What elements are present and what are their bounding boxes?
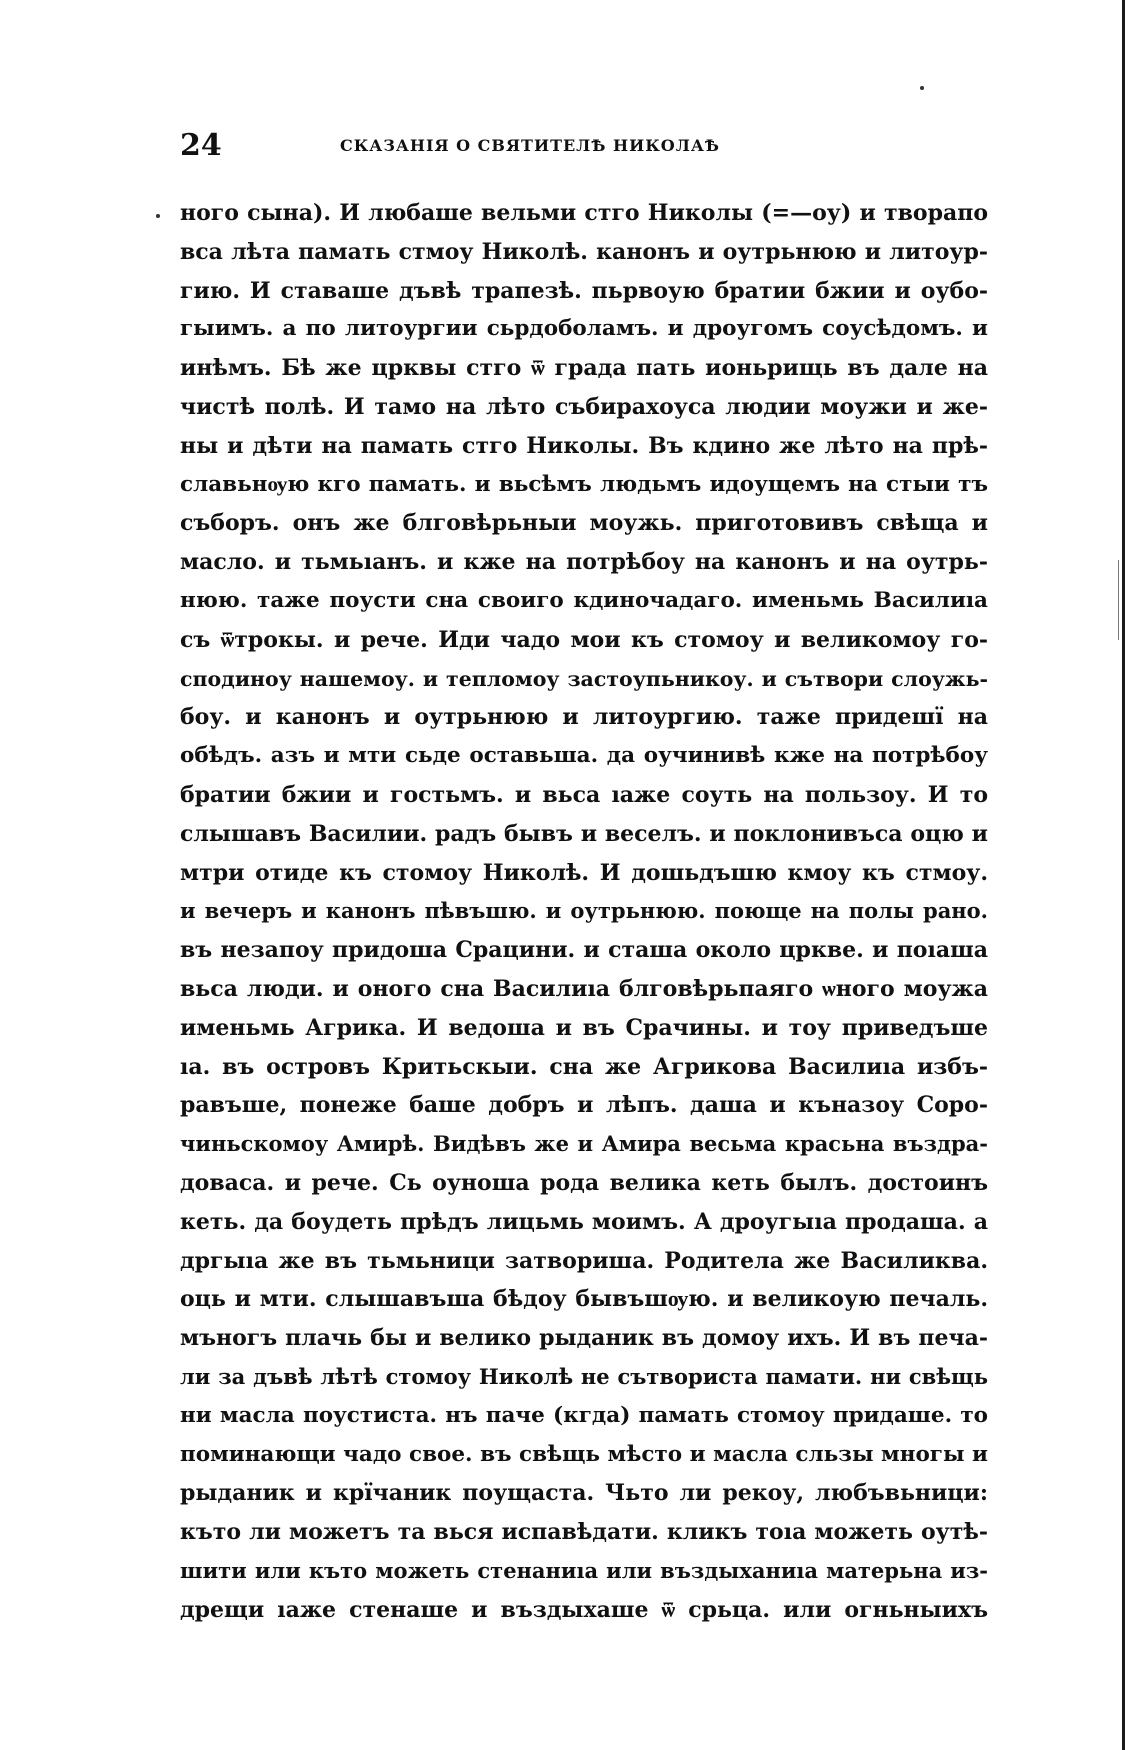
- text-line: чиньскомоу Амирѣ. Видѣвъ же и Амира весьма красьна въздра-: [180, 1131, 988, 1157]
- text-line: въ незапоу придоша Срацини. и сташа около цркве. и поıаша: [180, 937, 988, 964]
- scan-speck: [156, 214, 160, 218]
- text-line: поминающи чадо свое. въ свѣщь мѣсто и масла сльзы многы и: [180, 1441, 988, 1467]
- text-line: дрещи ıаже стенаше и въздыхаше ѿ срьца. или огньныихъ: [180, 1596, 988, 1623]
- text-line: масло. и тьмьıанъ. и кже на потрѣбоу на канонъ и на оутрь-: [180, 549, 988, 576]
- text-line: рыданик и крїчаник поущаста. Чьто ли рекоу, любъвьници:: [180, 1480, 988, 1507]
- text-line: оць и мти. слышавъша бѣдоу бывъшѹю. и великоую печаль.: [180, 1286, 988, 1313]
- text-line: съ ѿтрокы. и рече. Иди чадо мои къ стомоу и великомоу го-: [180, 626, 988, 653]
- text-line: доваса. и рече. Сь оуноша рода велика кеть былъ. достоинъ: [180, 1169, 988, 1196]
- text-line: ного сына). И любаше вельми стго Николы (=—оу) и творапо: [180, 200, 988, 226]
- text-line: и вечеръ и канонъ пѣвъшю. и оутрьнюю. поюще на полы рано.: [180, 898, 988, 924]
- text-line: именьмь Агрика. И ведоша и въ Срачины. и тоу приведъше: [180, 1014, 988, 1041]
- text-line: нюю. таже поусти сна своиго кдиночадаго. именьмь Василиıа: [180, 587, 988, 613]
- text-line: мтри отиде къ стомоу Николѣ. И дошьдъшю кмоу къ стмоу.: [180, 859, 988, 886]
- text-line: гию. И ставаше дъвѣ трапезѣ. пьрвоую братии бжии и оубо-: [180, 277, 988, 304]
- text-line: шити или къто можеть стенаниıа или въздыханиıа матерьна из-: [180, 1557, 988, 1583]
- text-line: славьнѹю кго памать. и вьсѣмъ людьмъ идоущемъ на стыи тъ: [180, 471, 988, 497]
- text-line: кеть. да боудеть прѣдъ лицьмь моимъ. А дроугыıа продаша. а: [180, 1208, 988, 1235]
- text-line: гыимъ. а по литоургии сьрдоболамъ. и дроугомъ соусѣдомъ. и: [180, 316, 988, 342]
- text-line: къто ли можетъ та вься испавѣдати. кликъ тоıа можеть оутѣ-: [180, 1519, 988, 1546]
- text-line: сподиноу нашемоу. и тепломоу застоупьникоу. и сътвори слоужь-: [180, 666, 988, 691]
- page-header: [180, 126, 796, 166]
- body-text: [180, 194, 988, 1629]
- text-line: мъногъ плачь бы и велико рыданик въ домоу ихъ. И въ печа-: [180, 1325, 988, 1352]
- scan-edge-mark: [1118, 560, 1119, 640]
- text-line: слышавъ Василии. радъ бывъ и веселъ. и поклонивъса оцю и: [180, 820, 988, 847]
- page-number: 24: [180, 128, 222, 163]
- text-line: чистѣ полѣ. И тамо на лѣто събирахоуса людии моужи и же-: [180, 393, 988, 420]
- text-line: ıа. въ островъ Критьскыи. сна же Агрикова Василиıа избъ-: [180, 1053, 988, 1080]
- text-line: дргыıа же въ тьмьници затвориша. Родитела же Василиква.: [180, 1247, 988, 1274]
- text-line: братии бжии и гостьмъ. и вьса ıаже соуть на пользоу. И то: [180, 781, 988, 808]
- scan-speck: [920, 86, 924, 90]
- text-line: равъше, понеже баше добръ и лѣпъ. даша и къназоу Соро-: [180, 1092, 988, 1119]
- scan-edge-line: [1122, 0, 1125, 1750]
- text-line: ны и дѣти на памать стго Николы. Въ кдино же лѣто на прѣ-: [180, 432, 988, 459]
- text-line: вса лѣта памать стмоу Николѣ. канонъ и оутрьнюю и литоур-: [180, 238, 988, 265]
- text-line: инѣмъ. Бѣ же црквы стго ѿ града пать ионьрищь въ дале на: [180, 355, 988, 382]
- text-line: вьса люди. и оного сна Василиıа блговѣрьпаяго ѡного моужа: [180, 975, 988, 1002]
- running-title: СКАЗАНІЯ О СВЯТИТЕЛѢ НИКОЛАѢ: [340, 136, 720, 155]
- text-line: съборъ. онъ же блговѣрьныи моужь. приготовивъ свѣща и: [180, 510, 988, 537]
- text-line: обѣдъ. азъ и мти сьде оставьша. да оучинивѣ кже на потрѣбоу: [180, 743, 988, 769]
- text-line: боу. и канонъ и оутрьнюю и литоургию. таже придешї на: [180, 704, 988, 731]
- text-line: ли за дъвѣ лѣтѣ стомоу Николѣ не сътвориста памати. ни свѣщь: [180, 1363, 988, 1389]
- text-line: ни масла поустиста. нъ паче (кгда) памать стомоу придаше. то: [180, 1402, 988, 1428]
